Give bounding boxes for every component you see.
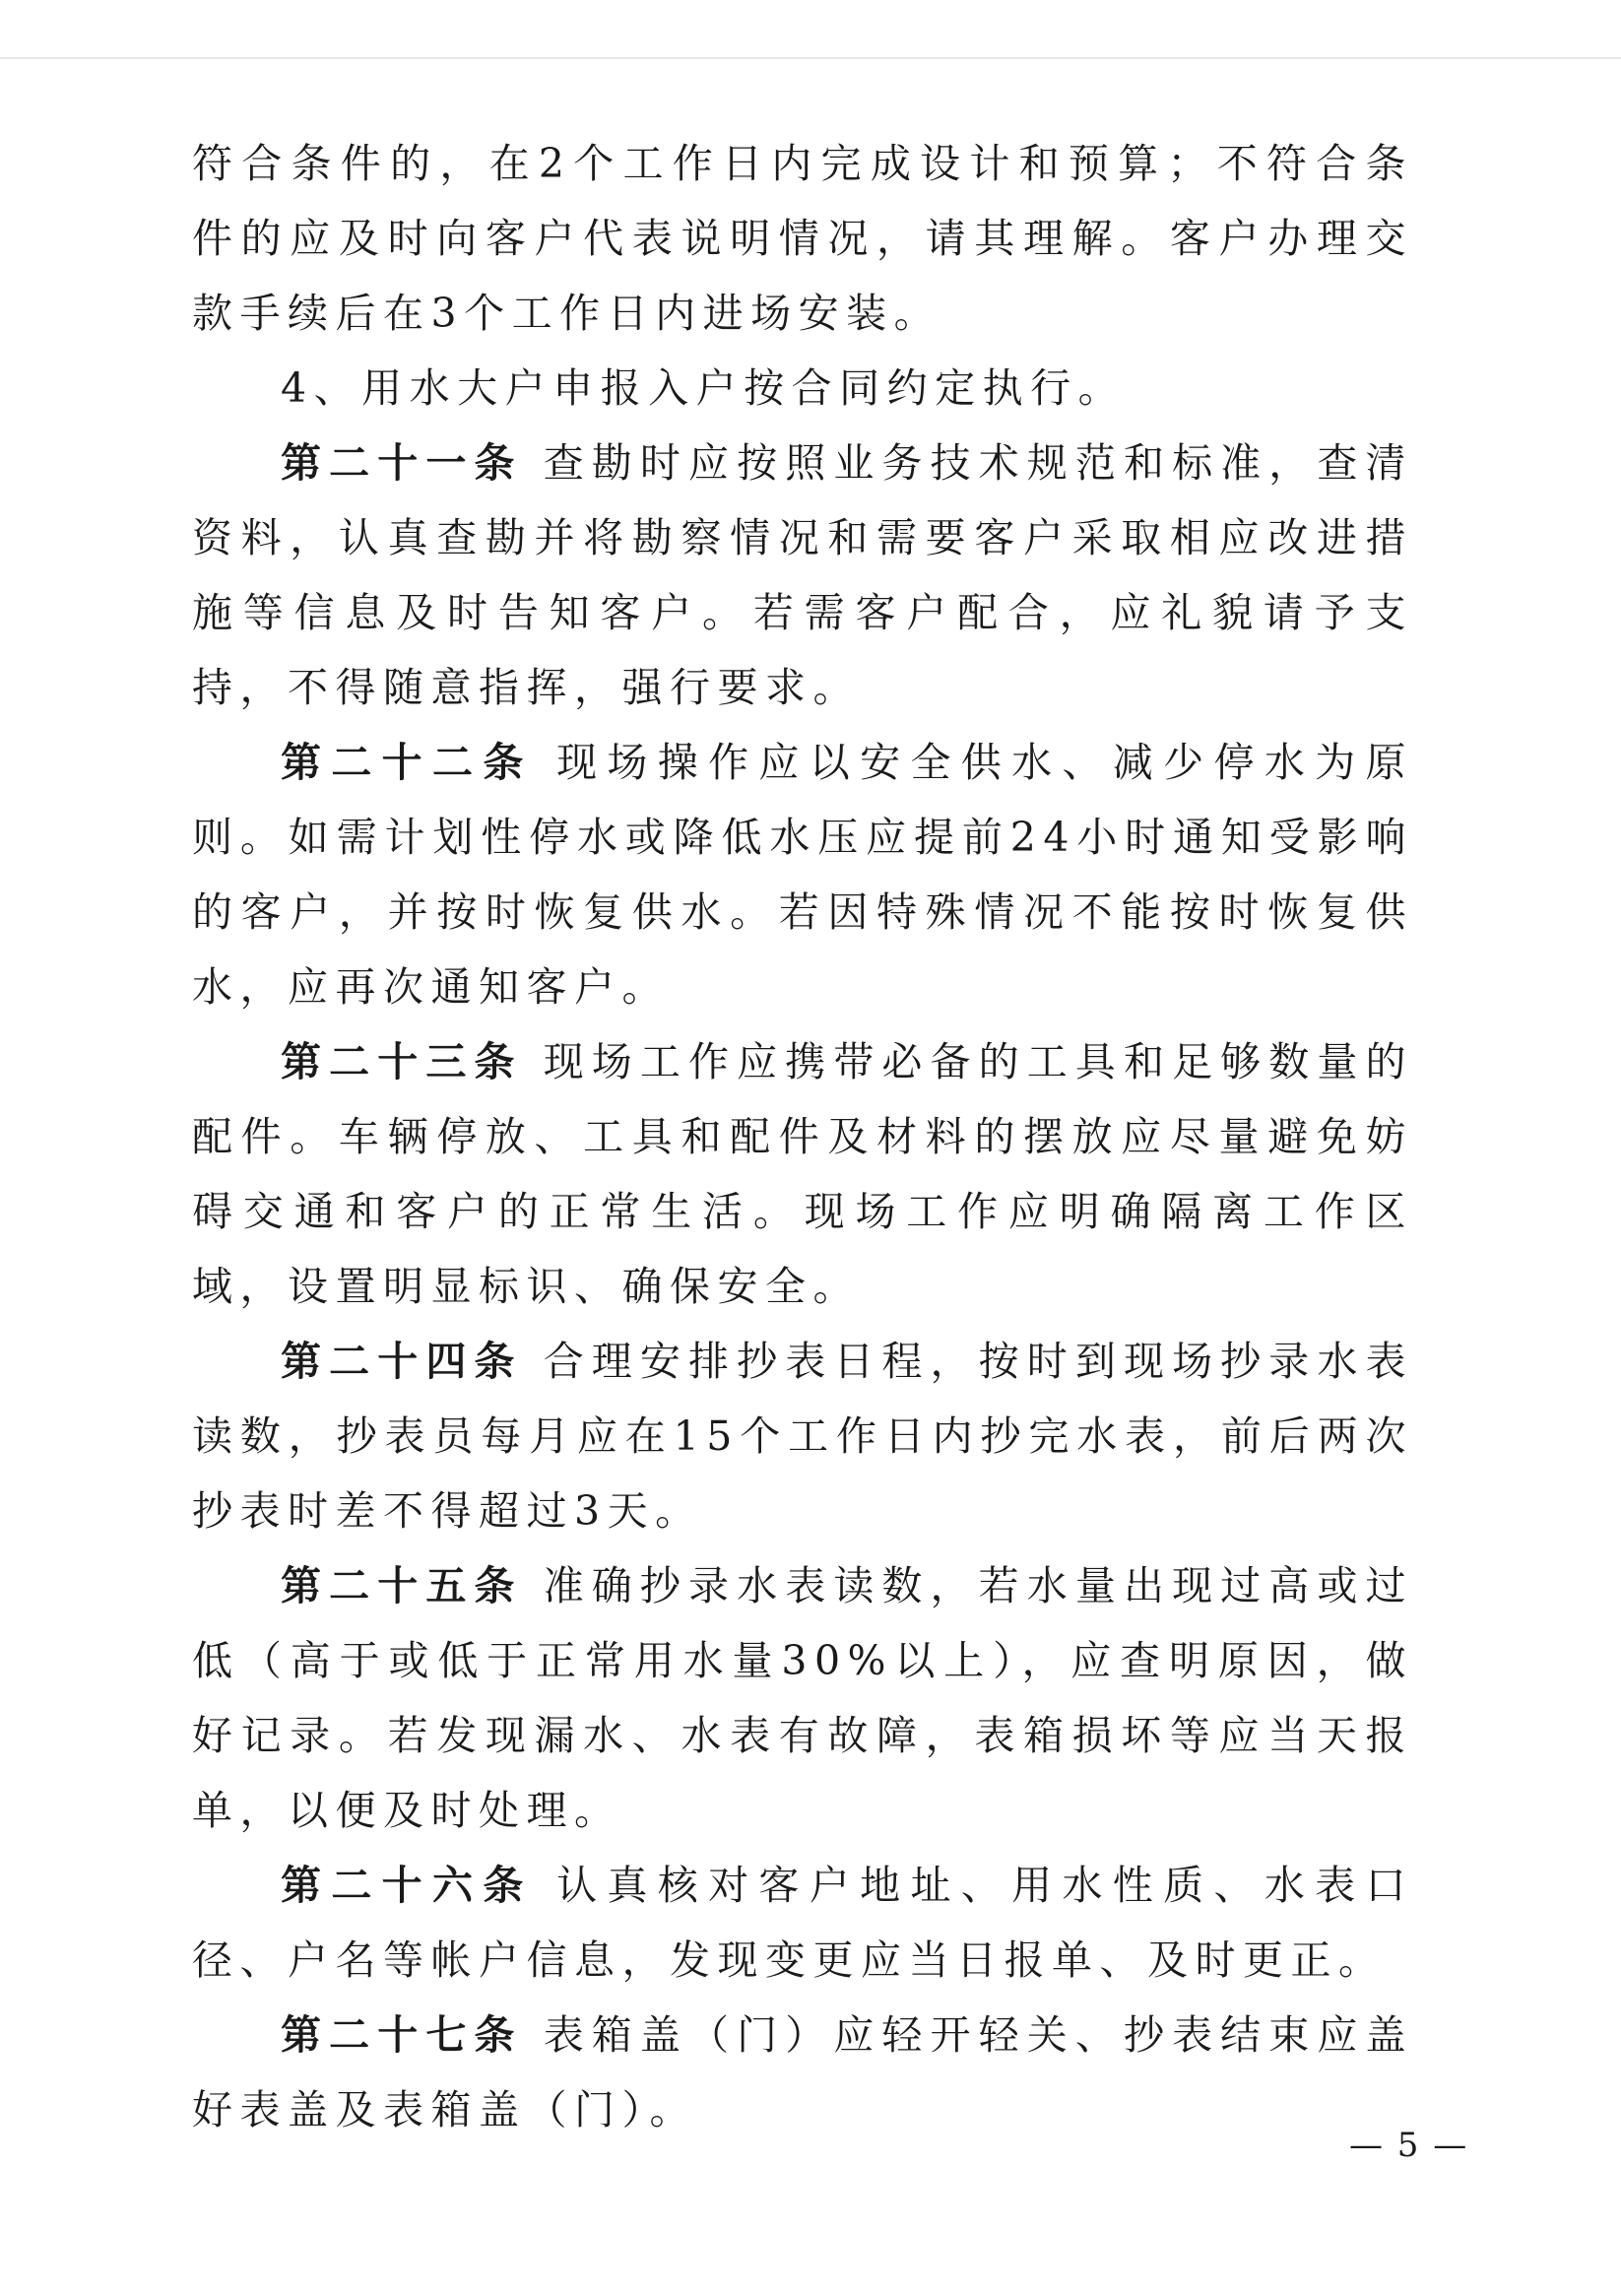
article-22-text: 现场操作应以安全供水、减少停水为原则。如需计划性停水或降低水压应提前24小时通知受影响的客户，并按时恢复供水。若因特殊情况不能按时恢复供水，应再次通知客户。: [192, 739, 1413, 1011]
article-22: [192, 725, 1413, 1024]
scan-edge-top: [0, 57, 1621, 59]
article-26-text: 认真核对客户地址、用水性质、水表口径、户名等帐户信息，发现变更应当日报单、及时更正。: [192, 1862, 1413, 1984]
article-21-text: 查勘时应按照业务技术规范和标准，查清资料，认真查勘并将勘察情况和需要客户采取相应改进措施等信息及时告知客户。若需客户配合，应礼貌请予支持，不得随意指挥，强行要求。: [192, 439, 1413, 711]
article-25-number: 第二十五条: [281, 1562, 523, 1609]
article-23-number: 第二十三条: [281, 1038, 523, 1085]
article-27: [192, 1998, 1413, 2147]
article-24: [192, 1324, 1413, 1548]
article-24-number: 第二十四条: [281, 1338, 523, 1385]
paragraph-continuation: 符合条件的，在2个工作日内完成设计和预算；不符合条件的应及时向客户代表说明情况，请其理解。客户办理交款手续后在3个工作日内进场安装。: [192, 140, 1413, 337]
article-25-text: 准确抄录水表读数，若水量出现过高或过低（高于或低于正常用水量30%以上），应查明原因，做好记录。若发现漏水、水表有故障，表箱损坏等应当天报单，以便及时处理。: [192, 1562, 1413, 1834]
article-23-text: 现场工作应携带必备的工具和足够数量的配件。车辆停放、工具和配件及材料的摆放应尽量避免妨碍交通和客户的正常生活。现场工作应明确隔离工作区域，设置明显标识、确保安全。: [192, 1038, 1413, 1310]
document-body: [192, 126, 1413, 2147]
article-24-text: 合理安排抄表日程，按时到现场抄录水表读数，抄表员每月应在15个工作日内抄完水表，前后两次抄表时差不得超过3天。: [192, 1338, 1413, 1535]
article-21: [192, 426, 1413, 725]
article-26-number: 第二十六条: [281, 1862, 534, 1909]
article-27-number: 第二十七条: [281, 2011, 523, 2059]
page-number: — 5 —: [1349, 2126, 1469, 2165]
paragraph-item-4: 4、用水大户申报入户按合同约定执行。: [281, 364, 1127, 412]
article-26: [192, 1848, 1413, 1998]
article-25: [192, 1548, 1413, 1848]
article-21-number: 第二十一条: [281, 439, 523, 487]
article-27-text: 表箱盖（门）应轻开轻关、抄表结束应盖好表盖及表箱盖（门）。: [192, 2011, 1413, 2133]
article-23: [192, 1024, 1413, 1324]
article-22-number: 第二十二条: [281, 739, 534, 786]
